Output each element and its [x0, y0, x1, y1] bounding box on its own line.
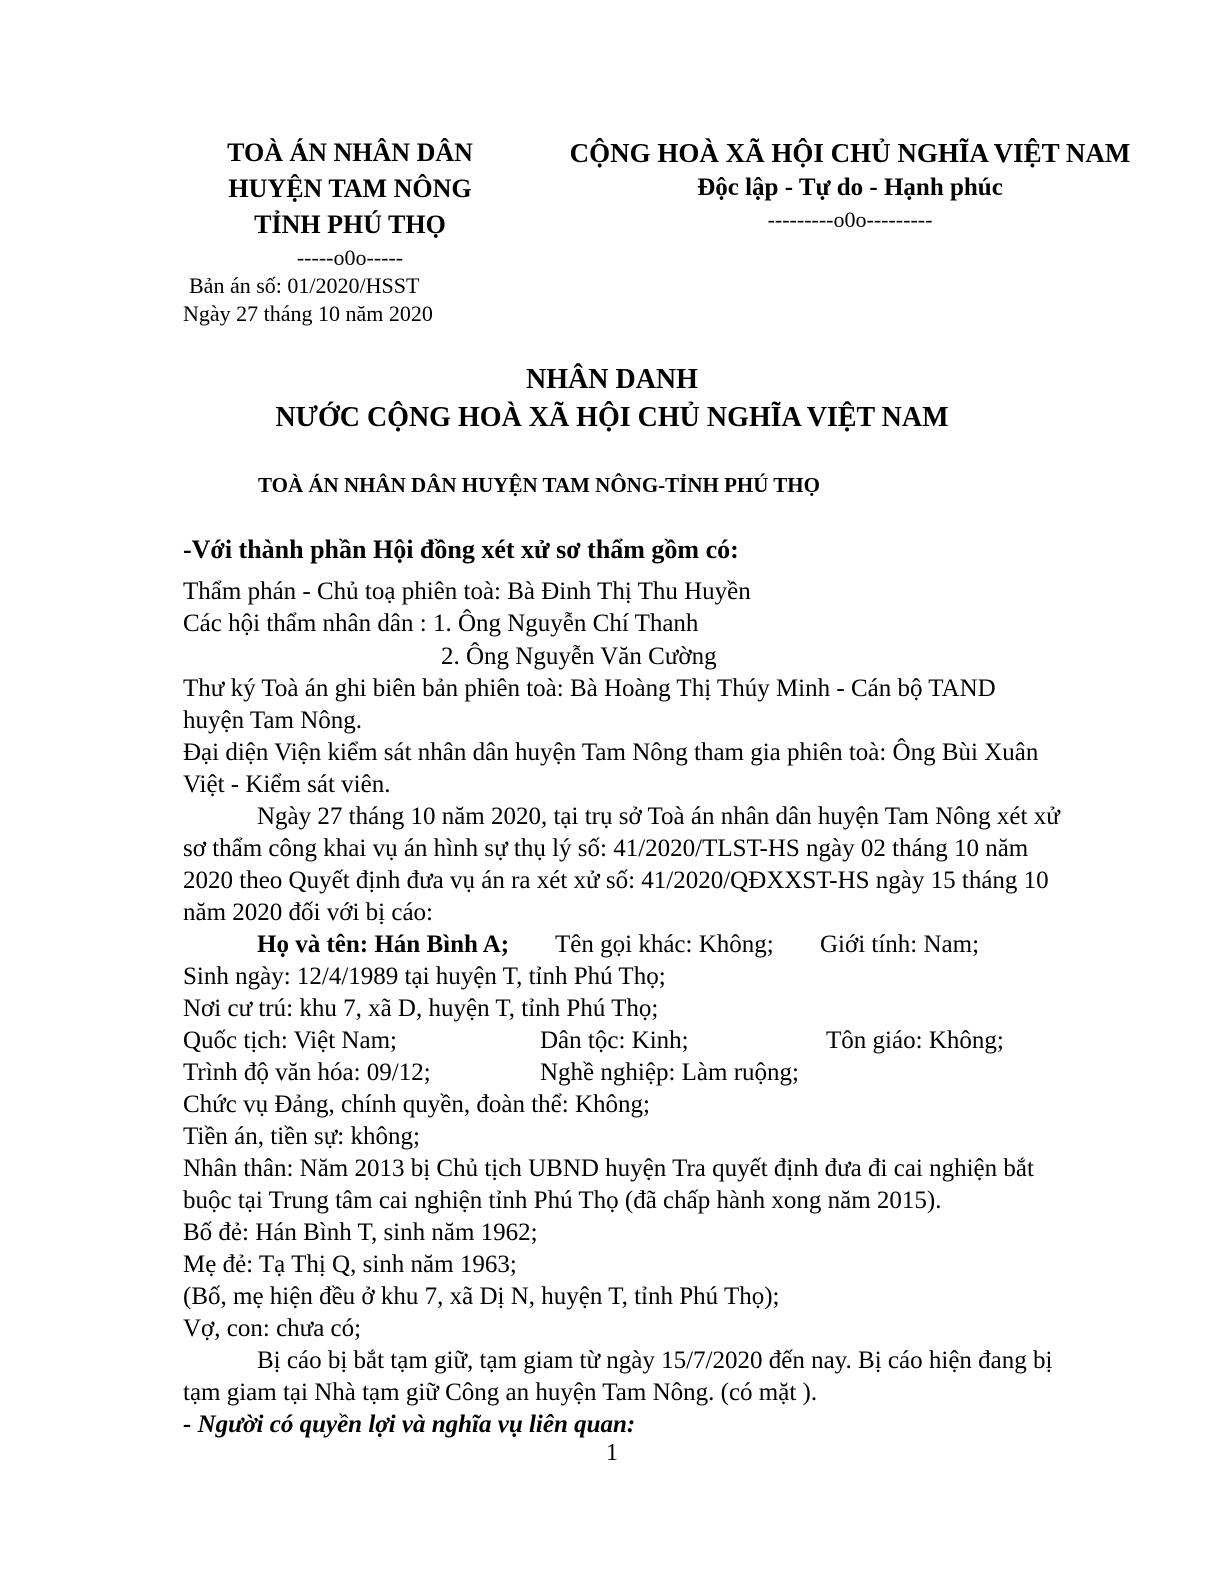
defendant-education: Trình độ văn hóa: 09/12;: [183, 1059, 431, 1086]
assessor-2: 2. Ông Nguyễn Văn Cường: [441, 643, 717, 670]
court-clerk-line1: Thư ký Toà án ghi biên bản phiên toà: Bà Hoàng Thị Thúy Minh - Cán bộ TAND: [183, 675, 996, 702]
court-clerk-line2: huyện Tam Nông.: [183, 707, 363, 734]
defendant-dob: Sinh ngày: 12/4/1989 tại huyện T, tỉnh Phú Thọ;: [183, 963, 666, 990]
court-name-line2: HUYỆN TAM NÔNG: [228, 174, 472, 203]
left-divider: -----o0o-----: [296, 245, 404, 270]
defendant-record: Tiền án, tiền sự: không;: [183, 1123, 420, 1150]
defendant-personal-line1: Nhân thân: Năm 2013 bị Chủ tịch UBND huyện Tra quyết định đưa đi cai nghiện bắt: [183, 1155, 1034, 1182]
detention-line1: Bị cáo bị bắt tạm giữ, tạm giam từ ngày 15/7/2020 đến nay. Bị cáo hiện đang bị: [257, 1347, 1053, 1374]
defendant-gender: Giới tính: Nam;: [820, 931, 980, 958]
defendant-alias: Tên gọi khác: Không;: [555, 931, 774, 958]
country-name: CỘNG HOÀ XÃ HỘI CHỦ NGHĨA VIỆT NAM: [569, 138, 1131, 168]
defendant-religion: Tôn giáo: Không;: [826, 1027, 1004, 1054]
defendant-position: Chức vụ Đảng, chính quyền, đoàn thể: Không;: [183, 1091, 650, 1118]
case-number: Bản án số: 01/2020/HSST: [189, 273, 420, 298]
defendant-personal-line2: buộc tại Trung tâm cai nghiện tỉnh Phú Thọ (đã chấp hành xong năm 2015).: [183, 1187, 942, 1214]
parents-address: (Bố, mẹ hiện đều ở khu 7, xã Dị N, huyện T, tỉnh Phú Thọ);: [183, 1283, 780, 1310]
title-country: NƯỚC CỘNG HOÀ XÃ HỘI CHỦ NGHĨA VIỆT NAM: [275, 402, 949, 433]
defendant-occupation: Nghề nghiệp: Làm ruộng;: [540, 1059, 799, 1086]
defendant-ethnicity: Dân tộc: Kinh;: [540, 1027, 689, 1054]
prosecutor-line2: Việt - Kiểm sát viên.: [183, 771, 391, 798]
detention-line2: tạm giam tại Nhà tạm giữ Công an huyện Tam Nông. (có mặt ).: [183, 1379, 818, 1406]
court-name-line3: TỈNH PHÚ THỌ: [254, 210, 446, 239]
related-party-heading: - Người có quyền lợi và nghĩa vụ liên quan:: [183, 1411, 636, 1438]
presiding-judge: Thẩm phán - Chủ toạ phiên toà: Bà Đinh Thị Thu Huyền: [183, 578, 751, 605]
defendant-mother: Mẹ đẻ: Tạ Thị Q, sinh năm 1963;: [183, 1251, 517, 1278]
prosecutor-line1: Đại diện Viện kiểm sát nhân dân huyện Tam Nông tham gia phiên toà: Ông Bùi Xuân: [183, 739, 1039, 766]
page-number: 1: [606, 1440, 618, 1466]
court-title: TOÀ ÁN NHÂN DÂN HUYỆN TAM NÔNG-TỈNH PHÚ THỌ: [258, 473, 820, 497]
trial-paragraph-line1: Ngày 27 tháng 10 năm 2020, tại trụ sở Toà án nhân dân huyện Tam Nông xét xử: [257, 803, 1060, 830]
trial-paragraph-line3: 2020 theo Quyết định đưa vụ án ra xét xử số: 41/2020/QĐXXST-HS ngày 15 tháng 10: [183, 867, 1049, 894]
national-motto: Độc lập - Tự do - Hạnh phúc: [697, 174, 1003, 201]
defendant-name: Họ và tên: Hán Bình A;: [257, 931, 510, 958]
assessor-1: Các hội thẩm nhân dân : 1. Ông Nguyễn Chí Thanh: [183, 610, 699, 637]
defendant-nationality: Quốc tịch: Việt Nam;: [183, 1027, 397, 1054]
panel-heading: -Với thành phần Hội đồng xét xử sơ thẩm gồm có:: [183, 535, 739, 564]
defendant-father: Bố đẻ: Hán Bình T, sinh năm 1962;: [183, 1219, 538, 1246]
court-name-line1: TOÀ ÁN NHÂN DÂN: [227, 138, 473, 167]
spouse-children: Vợ, con: chưa có;: [183, 1315, 362, 1342]
title-in-the-name: NHÂN DANH: [526, 364, 698, 395]
defendant-residence: Nơi cư trú: khu 7, xã D, huyện T, tỉnh Phú Thọ;: [183, 995, 659, 1022]
judgment-date: Ngày 27 tháng 10 năm 2020: [183, 301, 433, 326]
trial-paragraph-line4: năm 2020 đối với bị cáo:: [183, 899, 433, 926]
right-divider: ---------o0o---------: [767, 207, 933, 232]
trial-paragraph-line2: sơ thẩm công khai vụ án hình sự thụ lý số: 41/2020/TLST-HS ngày 02 tháng 10 năm: [183, 835, 1029, 862]
